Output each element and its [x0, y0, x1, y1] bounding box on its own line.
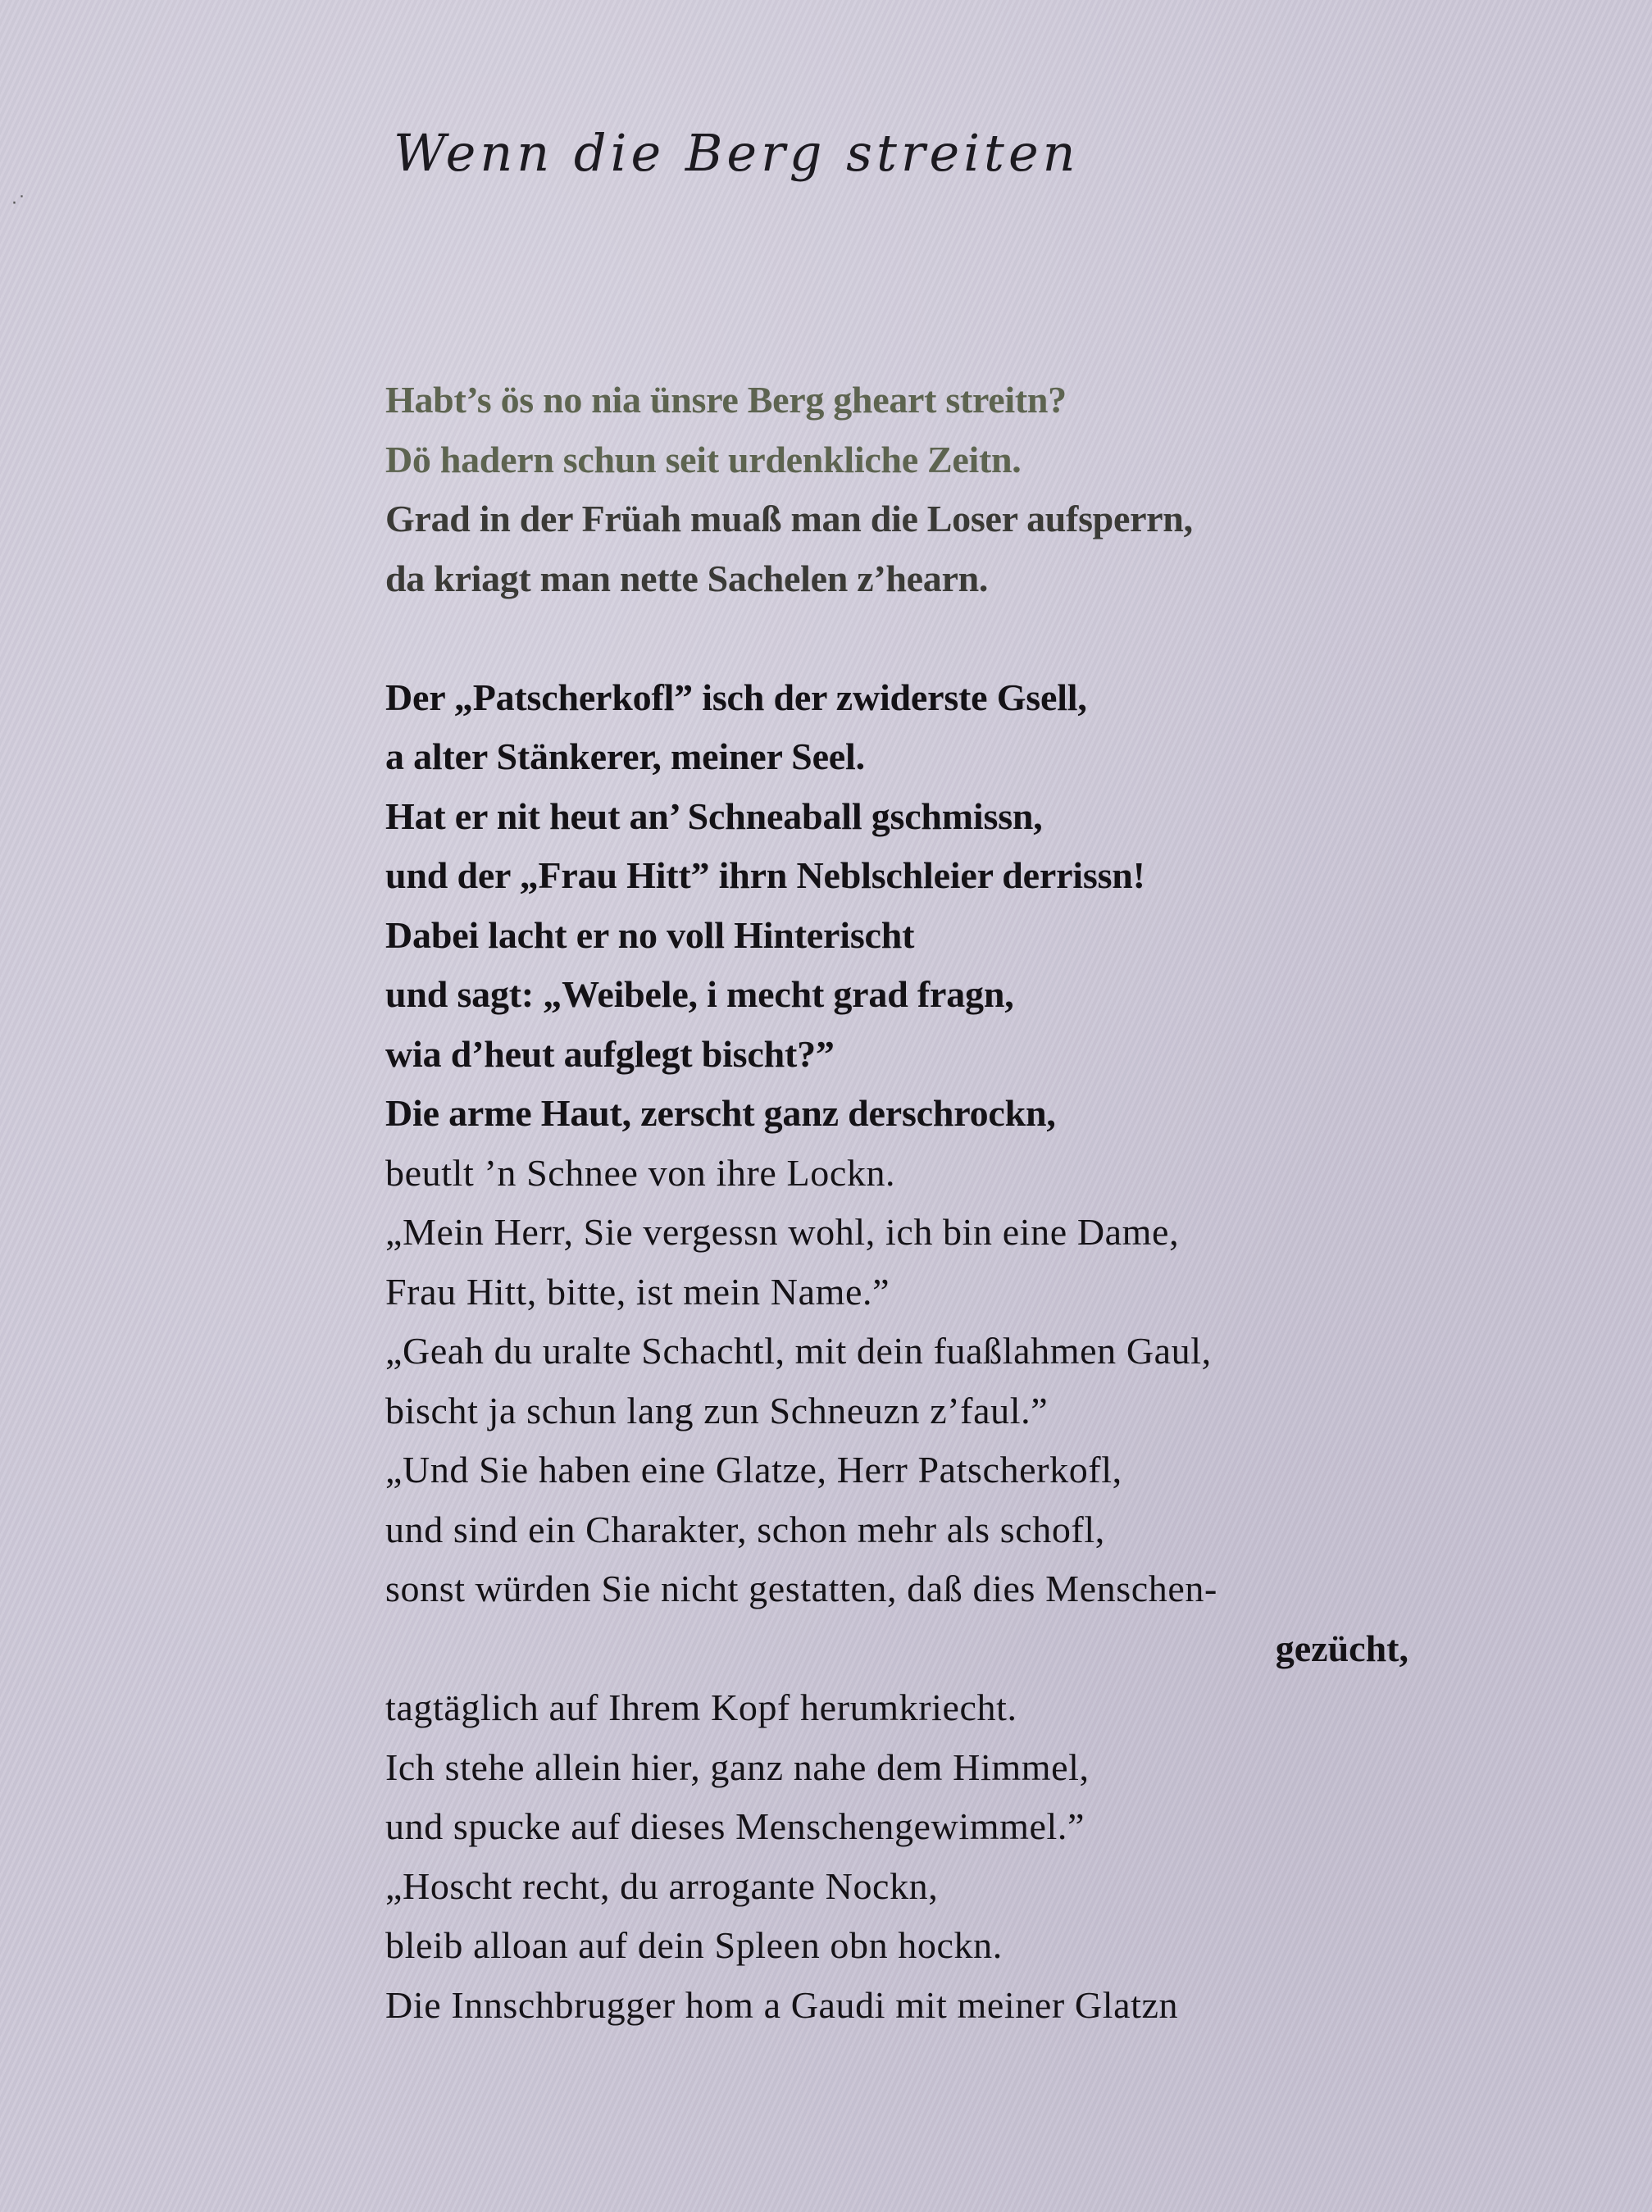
- poem-line: Frau Hitt, bitte, ist mein Name.”: [385, 1270, 890, 1313]
- poem-line: tagtäglich auf Ihrem Kopf herumkriecht.: [385, 1686, 1017, 1728]
- poem-line: „Und Sie haben eine Glatze, Herr Patscherkofl,: [385, 1449, 1122, 1491]
- poem-line: a alter Stänkerer, meiner Seel.: [385, 735, 865, 777]
- stanza-1: [385, 371, 1550, 608]
- poem-line: „Geah du uralte Schachtl, mit dein fuaßlahmen Gaul,: [385, 1330, 1212, 1372]
- stray-ink-mark: ·˙: [11, 193, 26, 214]
- poem-title: Wenn die Berg streiten: [394, 123, 1080, 183]
- poem-line: Dabei lacht er no voll Hinterischt: [385, 913, 915, 956]
- poem-line: und der „Frau Hitt” ihrn Neblschleier derrissn!: [385, 854, 1145, 896]
- poem-line: beutlt ’n Schnee von ihre Lockn.: [385, 1151, 896, 1194]
- poem-line: Die Innschbrugger hom a Gaudi mit meiner Glatzn: [385, 1983, 1179, 2026]
- poem-line: und sind ein Charakter, schon mehr als schofl,: [385, 1508, 1105, 1550]
- poem-line: Hat er nit heut an’ Schneaball gschmissn,: [385, 794, 1043, 837]
- poem-line: Ich stehe allein hier, ganz nahe dem Himmel,: [385, 1745, 1090, 1788]
- poem-line: „Hoscht recht, du arrogante Nockn,: [385, 1864, 939, 1907]
- poem-line: Dö hadern schun seit urdenkliche Zeitn.: [385, 438, 1022, 480]
- poem-line: Habt’s ös no nia ünsre Berg gheart streitn?: [385, 379, 1067, 421]
- stanza-2: [385, 668, 1550, 2036]
- poem-line: und sagt: „Weibele, i mecht grad fragn,: [385, 973, 1014, 1015]
- stanza-gap: [385, 608, 1550, 668]
- poem-line: „Mein Herr, Sie vergessn wohl, ich bin eine Dame,: [385, 1211, 1180, 1253]
- poem-line: und spucke auf dieses Menschengewimmel.”: [385, 1805, 1085, 1847]
- poem-line: Grad in der Früah muaß man die Loser aufsperrn,: [385, 498, 1193, 539]
- poem-body: [385, 371, 1550, 2035]
- poem-line: Die arme Haut, zerscht ganz derschrockn,: [385, 1092, 1056, 1134]
- poem-line: da kriagt man nette Sachelen z’hearn.: [385, 557, 989, 599]
- poem-line: bleib alloan auf dein Spleen obn hockn.: [385, 1924, 1003, 1966]
- poem-line: bischt ja schun lang zun Schneuzn z’faul.”: [385, 1389, 1049, 1431]
- poem-line: Der „Patscherkofl” isch der zwiderste Gsell,: [385, 676, 1087, 718]
- poem-line-continuation: gezücht,: [1275, 1627, 1409, 1669]
- poem-line: sonst würden Sie nicht gestatten, daß dies Menschen-: [385, 1568, 1217, 1609]
- poem-line: wia d’heut aufglegt bischt?”: [385, 1032, 835, 1075]
